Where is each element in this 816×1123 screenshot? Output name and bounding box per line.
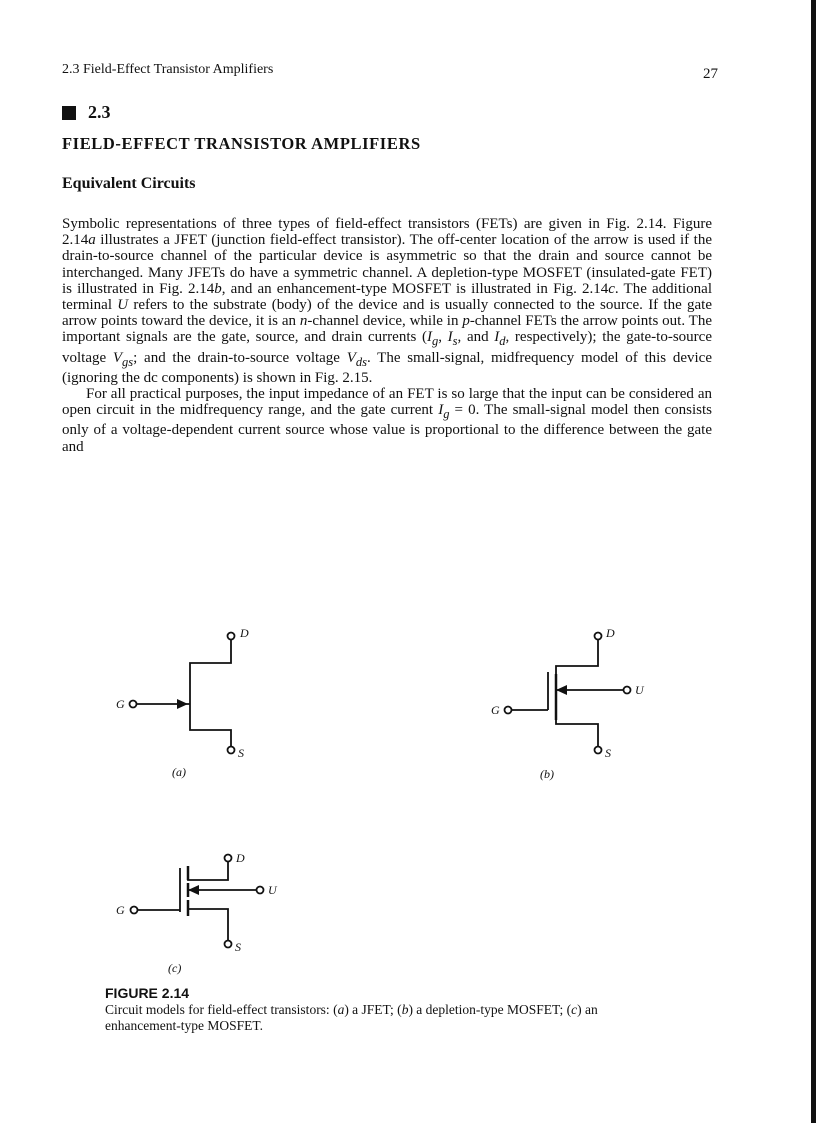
jfet-symbol	[130, 633, 235, 754]
substrate-terminal	[624, 687, 631, 694]
substrate-arrow-icon	[556, 685, 567, 695]
source-terminal	[225, 941, 232, 948]
page-number: 27	[703, 66, 718, 82]
panel-b-label: (b)	[540, 767, 554, 781]
drain-terminal	[225, 855, 232, 862]
source-terminal	[595, 747, 602, 754]
substrate-label: U	[635, 683, 644, 697]
gate-label: G	[116, 697, 125, 711]
drain-label: D	[606, 626, 615, 640]
gate-terminal	[130, 701, 137, 708]
gate-terminal	[131, 907, 138, 914]
panel-c-label: (c)	[168, 961, 182, 975]
gate-arrow-icon	[177, 699, 188, 709]
section-number: 2.3	[88, 102, 111, 122]
section-title: FIELD-EFFECT TRANSISTOR AMPLIFIERS	[62, 134, 421, 153]
substrate-terminal	[257, 887, 264, 894]
subheading: Equivalent Circuits	[62, 175, 196, 192]
drain-lead	[556, 640, 598, 674]
substrate-arrow-icon	[188, 885, 199, 895]
source-lead	[556, 712, 598, 746]
drain-terminal	[595, 633, 602, 640]
source-lead	[188, 909, 228, 940]
source-terminal	[228, 747, 235, 754]
drain-lead	[188, 862, 228, 880]
drain-label: D	[240, 626, 249, 640]
depletion-mosfet-symbol	[505, 633, 631, 754]
figure-caption-title: FIGURE 2.14	[105, 985, 190, 1001]
drain-terminal	[228, 633, 235, 640]
figure-caption: Circuit models for field-effect transistors: (a) a JFET; (b) a depletion-type MOSFET; (c) an enhancement-type MOSFET.	[105, 1002, 598, 1033]
gate-label: G	[116, 903, 125, 917]
gate-label: G	[491, 703, 500, 717]
substrate-label: U	[268, 883, 277, 897]
paragraph-1: Symbolic representations of three types of field-effect transistors (FETs) are given in Fig. 2.14. Figure 2.14a illustrates a JFET (junction field-effect transistor). The off-center location of the arrow is used if the drain-to-source channel of the particular device is asymmetric so that the drain and source cannot be interchanged. Many JFETs do have a symmetric channel. A depletion-type MOSFET (insulated-gate FET) is illustrated in Fig. 2.14b, and an enhancement-type MOSFET is illustrated in Fig. 2.14c. The additional terminal U refers to the substrate (body) of the device and is usually connected to the source. If the gate arrow points toward the device, it is an n-channel device, while in p-channel FETs the arrow points out. The important signals are the gate, source, and drain currents ($I_g$, $I_s$, and $I_d$, respectively); the gate-to-source voltage $V_{gs}$; and the drain-to-source voltage $V_{ds}$. The small-signal, midfrequency model of this device (ignoring the dc components) is shown in Fig. 2.15.	[62, 216, 712, 386]
panel-a-label: (a)	[172, 765, 186, 779]
running-head: 2.3 Field-Effect Transistor Amplifiers	[62, 62, 274, 77]
gate-terminal	[505, 707, 512, 714]
paragraph-2: For all practical purposes, the input impedance of an FET is so large that the input can be considered an open circuit in the midfrequency range, and the gate current $I_g = 0$. The small-signal model then consists only of a voltage-dependent current source whose value is proportional to the difference between the gate and	[62, 386, 713, 455]
source-label: S	[235, 940, 241, 954]
source-label: S	[238, 746, 244, 760]
source-label: S	[605, 746, 611, 760]
drain-label: D	[236, 851, 245, 865]
source-lead	[190, 710, 231, 746]
enhancement-mosfet-symbol	[131, 855, 264, 948]
drain-lead	[190, 640, 231, 684]
